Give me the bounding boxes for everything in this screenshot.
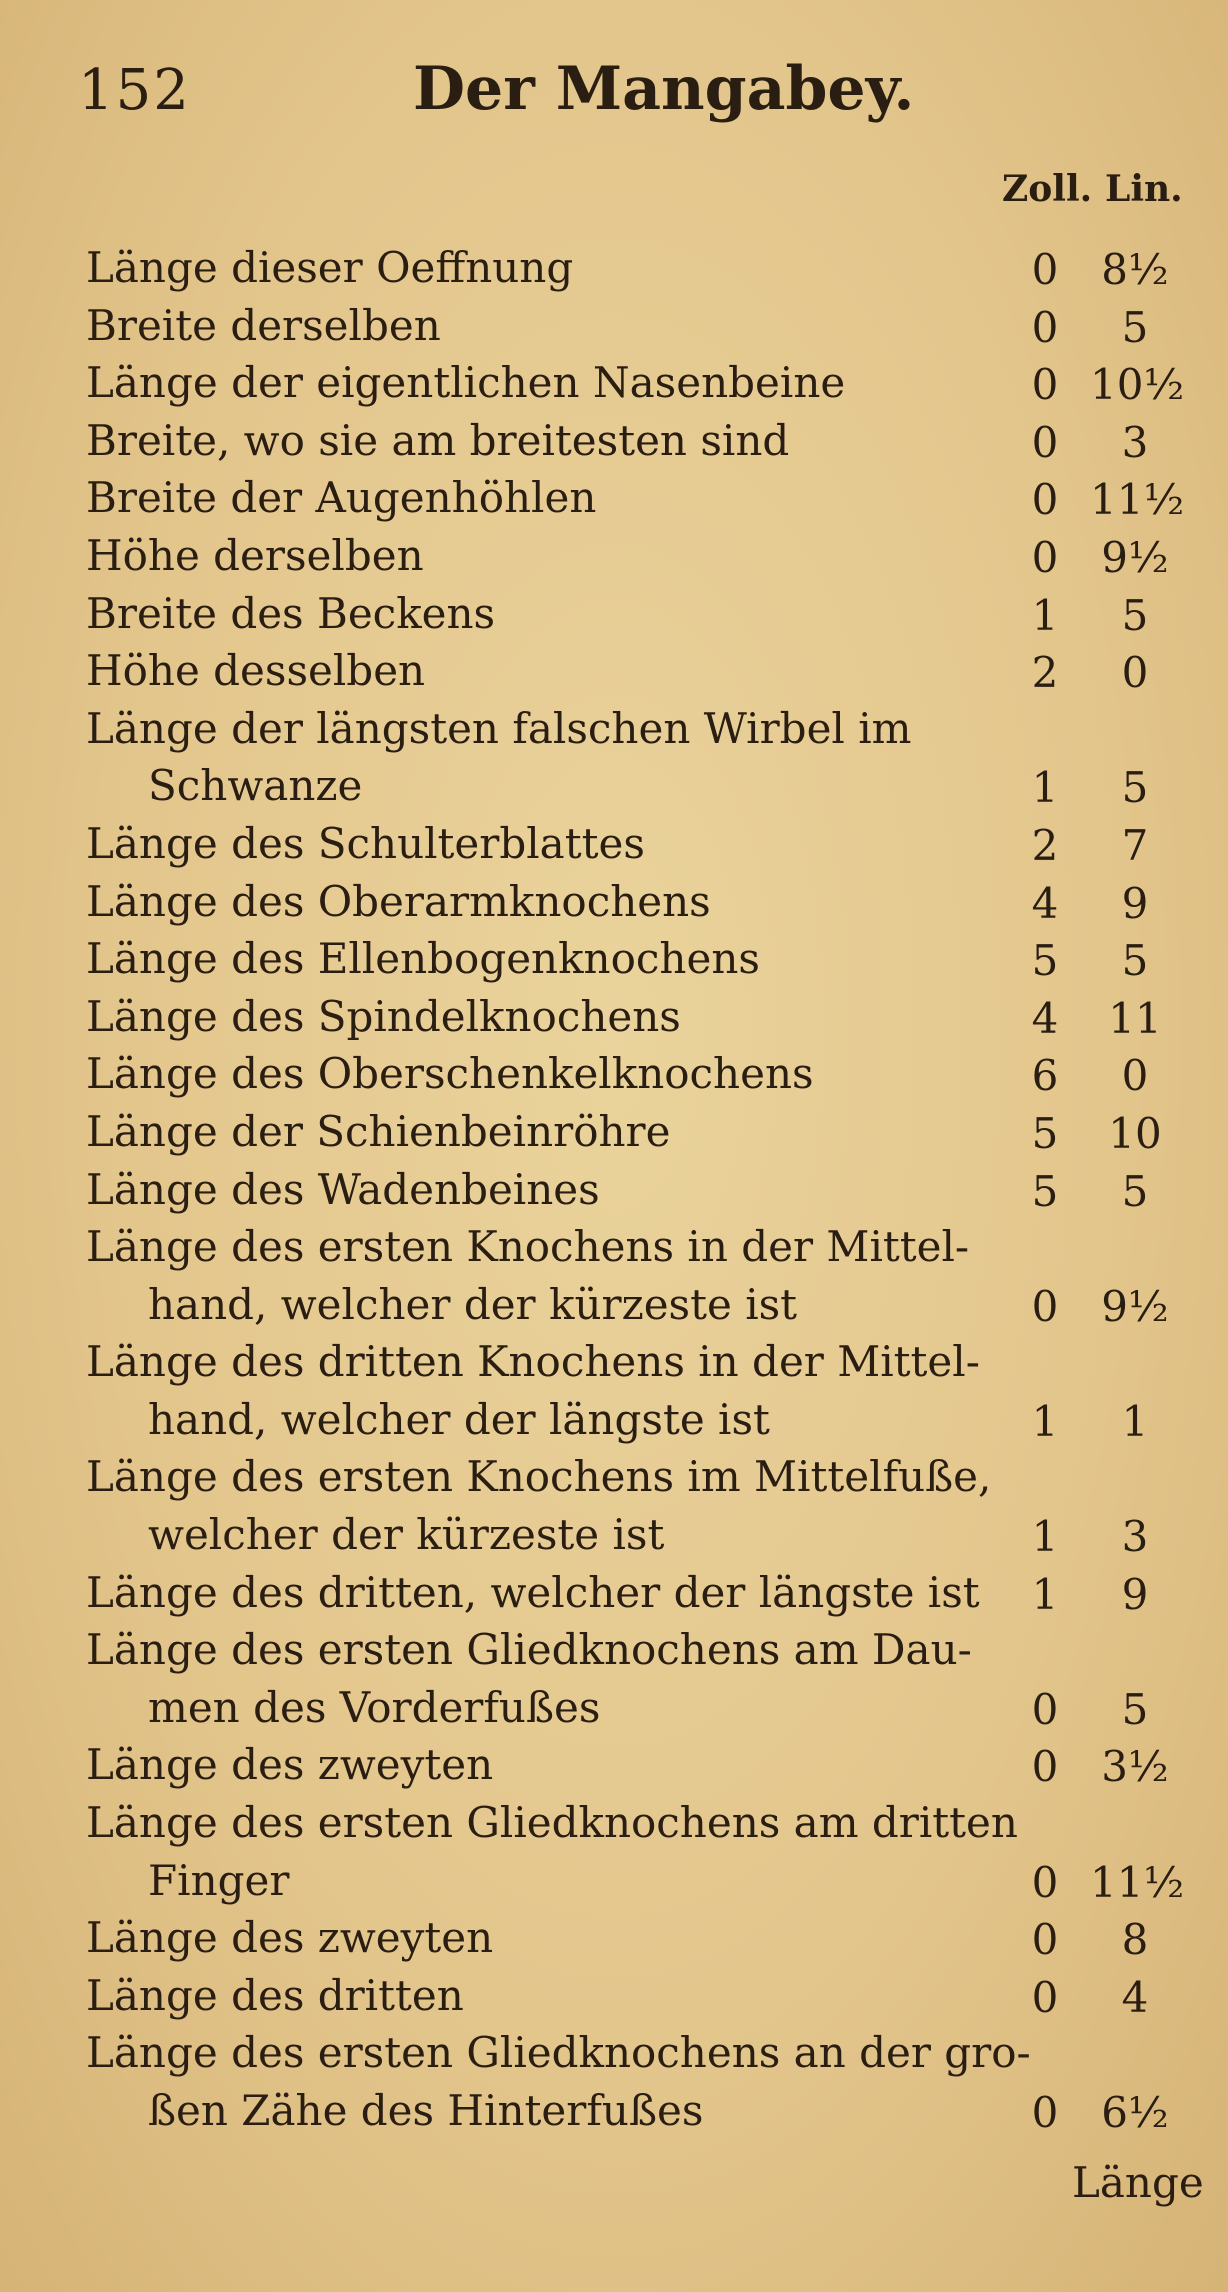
table-row: [0, 525, 1228, 583]
measurement-label: Länge des Wadenbeines: [86, 1164, 600, 1214]
value-lin: 9½: [1101, 1281, 1169, 1331]
page-number: 152: [78, 58, 191, 123]
value-lin: 3½: [1101, 1742, 1169, 1792]
table-row: [0, 237, 1228, 295]
table-row: [0, 755, 1228, 813]
value-zoll: 1: [1031, 1512, 1059, 1562]
table-row: [0, 698, 1228, 756]
table-row: [0, 1734, 1228, 1792]
value-lin: 3: [1121, 417, 1149, 467]
table-row: [0, 295, 1228, 353]
value-zoll: 5: [1031, 1108, 1059, 1158]
measurement-label: Schwanze: [148, 761, 363, 811]
value-zoll: 1: [1031, 763, 1059, 813]
measurement-label: Breite, wo sie am breitesten sind: [86, 415, 790, 465]
measurement-label: hand, welcher der längste ist: [148, 1394, 770, 1444]
value-lin: 8: [1121, 1915, 1149, 1965]
value-zoll: 1: [1031, 590, 1059, 640]
column-header-lin: Lin.: [1105, 168, 1183, 210]
value-zoll: 5: [1031, 1166, 1059, 1216]
value-lin: 9: [1121, 1569, 1149, 1619]
measurement-label: Länge des ersten Gliedknochens am Dau-: [86, 1625, 972, 1675]
table-row: [0, 1677, 1228, 1735]
measurement-label: welcher der kürzeste ist: [148, 1510, 665, 1560]
table-row: [0, 813, 1228, 871]
value-lin: 10½: [1090, 360, 1185, 410]
measurement-label: men des Vorderfußes: [148, 1682, 601, 1732]
measurement-table: [0, 237, 1228, 2138]
measurement-label: Länge des dritten, welcher der längste ist: [86, 1567, 980, 1617]
value-zoll: 0: [1031, 475, 1059, 525]
table-row: [0, 1562, 1228, 1620]
value-lin: 11: [1108, 993, 1162, 1043]
measurement-label: Breite des Beckens: [86, 588, 496, 638]
value-zoll: 2: [1031, 820, 1059, 870]
measurement-label: Finger: [148, 1855, 290, 1905]
table-row: [0, 1446, 1228, 1504]
value-zoll: 5: [1031, 936, 1059, 986]
measurement-label: Länge der eigentlichen Nasenbeine: [86, 358, 846, 408]
table-row: [0, 1101, 1228, 1159]
measurement-label: Länge des zweyten: [86, 1740, 494, 1790]
table-row: [0, 1504, 1228, 1562]
value-lin: 0: [1121, 648, 1149, 698]
catchword: Länge: [1072, 2158, 1204, 2207]
table-row: [0, 1907, 1228, 1965]
value-lin: 1: [1121, 1396, 1149, 1446]
value-lin: 4: [1121, 1972, 1149, 2022]
measurement-label: Länge des Spindelknochens: [86, 991, 681, 1041]
value-zoll: 4: [1031, 993, 1059, 1043]
value-zoll: 2: [1031, 648, 1059, 698]
measurement-label: hand, welcher der kürzeste ist: [148, 1279, 798, 1329]
page-header: [78, 40, 1168, 130]
measurement-label: Länge des ersten Knochens in der Mittel-: [86, 1222, 970, 1272]
table-row: [0, 871, 1228, 929]
table-row: [0, 640, 1228, 698]
value-zoll: 0: [1031, 360, 1059, 410]
table-row: [0, 928, 1228, 986]
table-row: [0, 1331, 1228, 1389]
value-zoll: 0: [1031, 1281, 1059, 1331]
value-zoll: 0: [1031, 302, 1059, 352]
table-row: [0, 1792, 1228, 1850]
measurement-label: Länge dieser Oeffnung: [86, 243, 574, 292]
value-lin: 5: [1121, 763, 1149, 813]
table-row: [0, 1043, 1228, 1101]
measurement-label: Länge des Ellenbogenknochens: [86, 934, 760, 984]
value-zoll: 0: [1031, 2088, 1059, 2137]
table-row: [0, 1274, 1228, 1332]
measurement-label: Länge des ersten Gliedknochens an der gro-: [86, 2028, 1031, 2078]
value-zoll: 4: [1031, 878, 1059, 928]
measurement-label: Länge der Schienbeinröhre: [86, 1106, 671, 1156]
table-row: [0, 1389, 1228, 1447]
value-zoll: 0: [1031, 1972, 1059, 2022]
measurement-label: Breite der Augenhöhlen: [86, 473, 597, 523]
measurement-label: Länge des Oberarmknochens: [86, 876, 711, 926]
column-header-zoll: Zoll.: [1002, 168, 1093, 210]
running-title: Der Mangabey.: [413, 54, 915, 124]
value-lin: 5: [1121, 1684, 1149, 1734]
column-headers: [0, 168, 1228, 228]
table-row: [0, 2022, 1228, 2080]
value-lin: 5: [1121, 302, 1149, 352]
measurement-label: Länge des zweyten: [86, 1913, 494, 1963]
value-lin: 11½: [1090, 1857, 1185, 1907]
value-lin: 6½: [1101, 2088, 1169, 2137]
value-lin: 0: [1121, 1051, 1149, 1101]
value-lin: 9½: [1101, 532, 1169, 582]
measurement-label: Höhe derselben: [86, 530, 424, 580]
value-lin: 5: [1121, 1166, 1149, 1216]
table-row: [0, 352, 1228, 410]
value-lin: 11½: [1090, 475, 1185, 525]
table-row: [0, 986, 1228, 1044]
measurement-label: Länge der längsten falschen Wirbel im: [86, 703, 912, 753]
value-zoll: 0: [1031, 245, 1059, 294]
measurement-label: Breite derselben: [86, 300, 441, 350]
measurement-label: Länge des dritten: [86, 1970, 464, 2020]
value-zoll: 1: [1031, 1569, 1059, 1619]
measurement-label: Länge des ersten Gliedknochens am dritten: [86, 1798, 1018, 1848]
table-row: [0, 1159, 1228, 1217]
value-zoll: 0: [1031, 1742, 1059, 1792]
measurement-label: Länge des Oberschenkelknochens: [86, 1049, 814, 1099]
value-lin: 8½: [1101, 245, 1169, 294]
table-row: [0, 410, 1228, 468]
table-row: [0, 1850, 1228, 1908]
table-row: [0, 2080, 1228, 2138]
measurement-label: Höhe desselben: [86, 646, 426, 696]
value-lin: 10: [1108, 1108, 1162, 1158]
value-lin: 5: [1121, 936, 1149, 986]
measurement-label: Länge des ersten Knochens im Mittelfuße,: [86, 1452, 992, 1502]
value-zoll: 0: [1031, 1915, 1059, 1965]
measurement-label: ßen Zähe des Hinterfußes: [148, 2086, 704, 2135]
table-row: [0, 1216, 1228, 1274]
table-row: [0, 1965, 1228, 2023]
value-lin: 9: [1121, 878, 1149, 928]
value-lin: 3: [1121, 1512, 1149, 1562]
value-zoll: 0: [1031, 417, 1059, 467]
table-row: [0, 583, 1228, 641]
value-zoll: 0: [1031, 532, 1059, 582]
value-lin: 5: [1121, 590, 1149, 640]
value-zoll: 6: [1031, 1051, 1059, 1101]
measurement-label: Länge des dritten Knochens in der Mittel-: [86, 1337, 980, 1387]
value-lin: 7: [1121, 820, 1149, 870]
table-row: [0, 1619, 1228, 1677]
value-zoll: 0: [1031, 1684, 1059, 1734]
table-row: [0, 467, 1228, 525]
measurement-label: Länge des Schulterblattes: [86, 818, 645, 868]
value-zoll: 0: [1031, 1857, 1059, 1907]
value-zoll: 1: [1031, 1396, 1059, 1446]
